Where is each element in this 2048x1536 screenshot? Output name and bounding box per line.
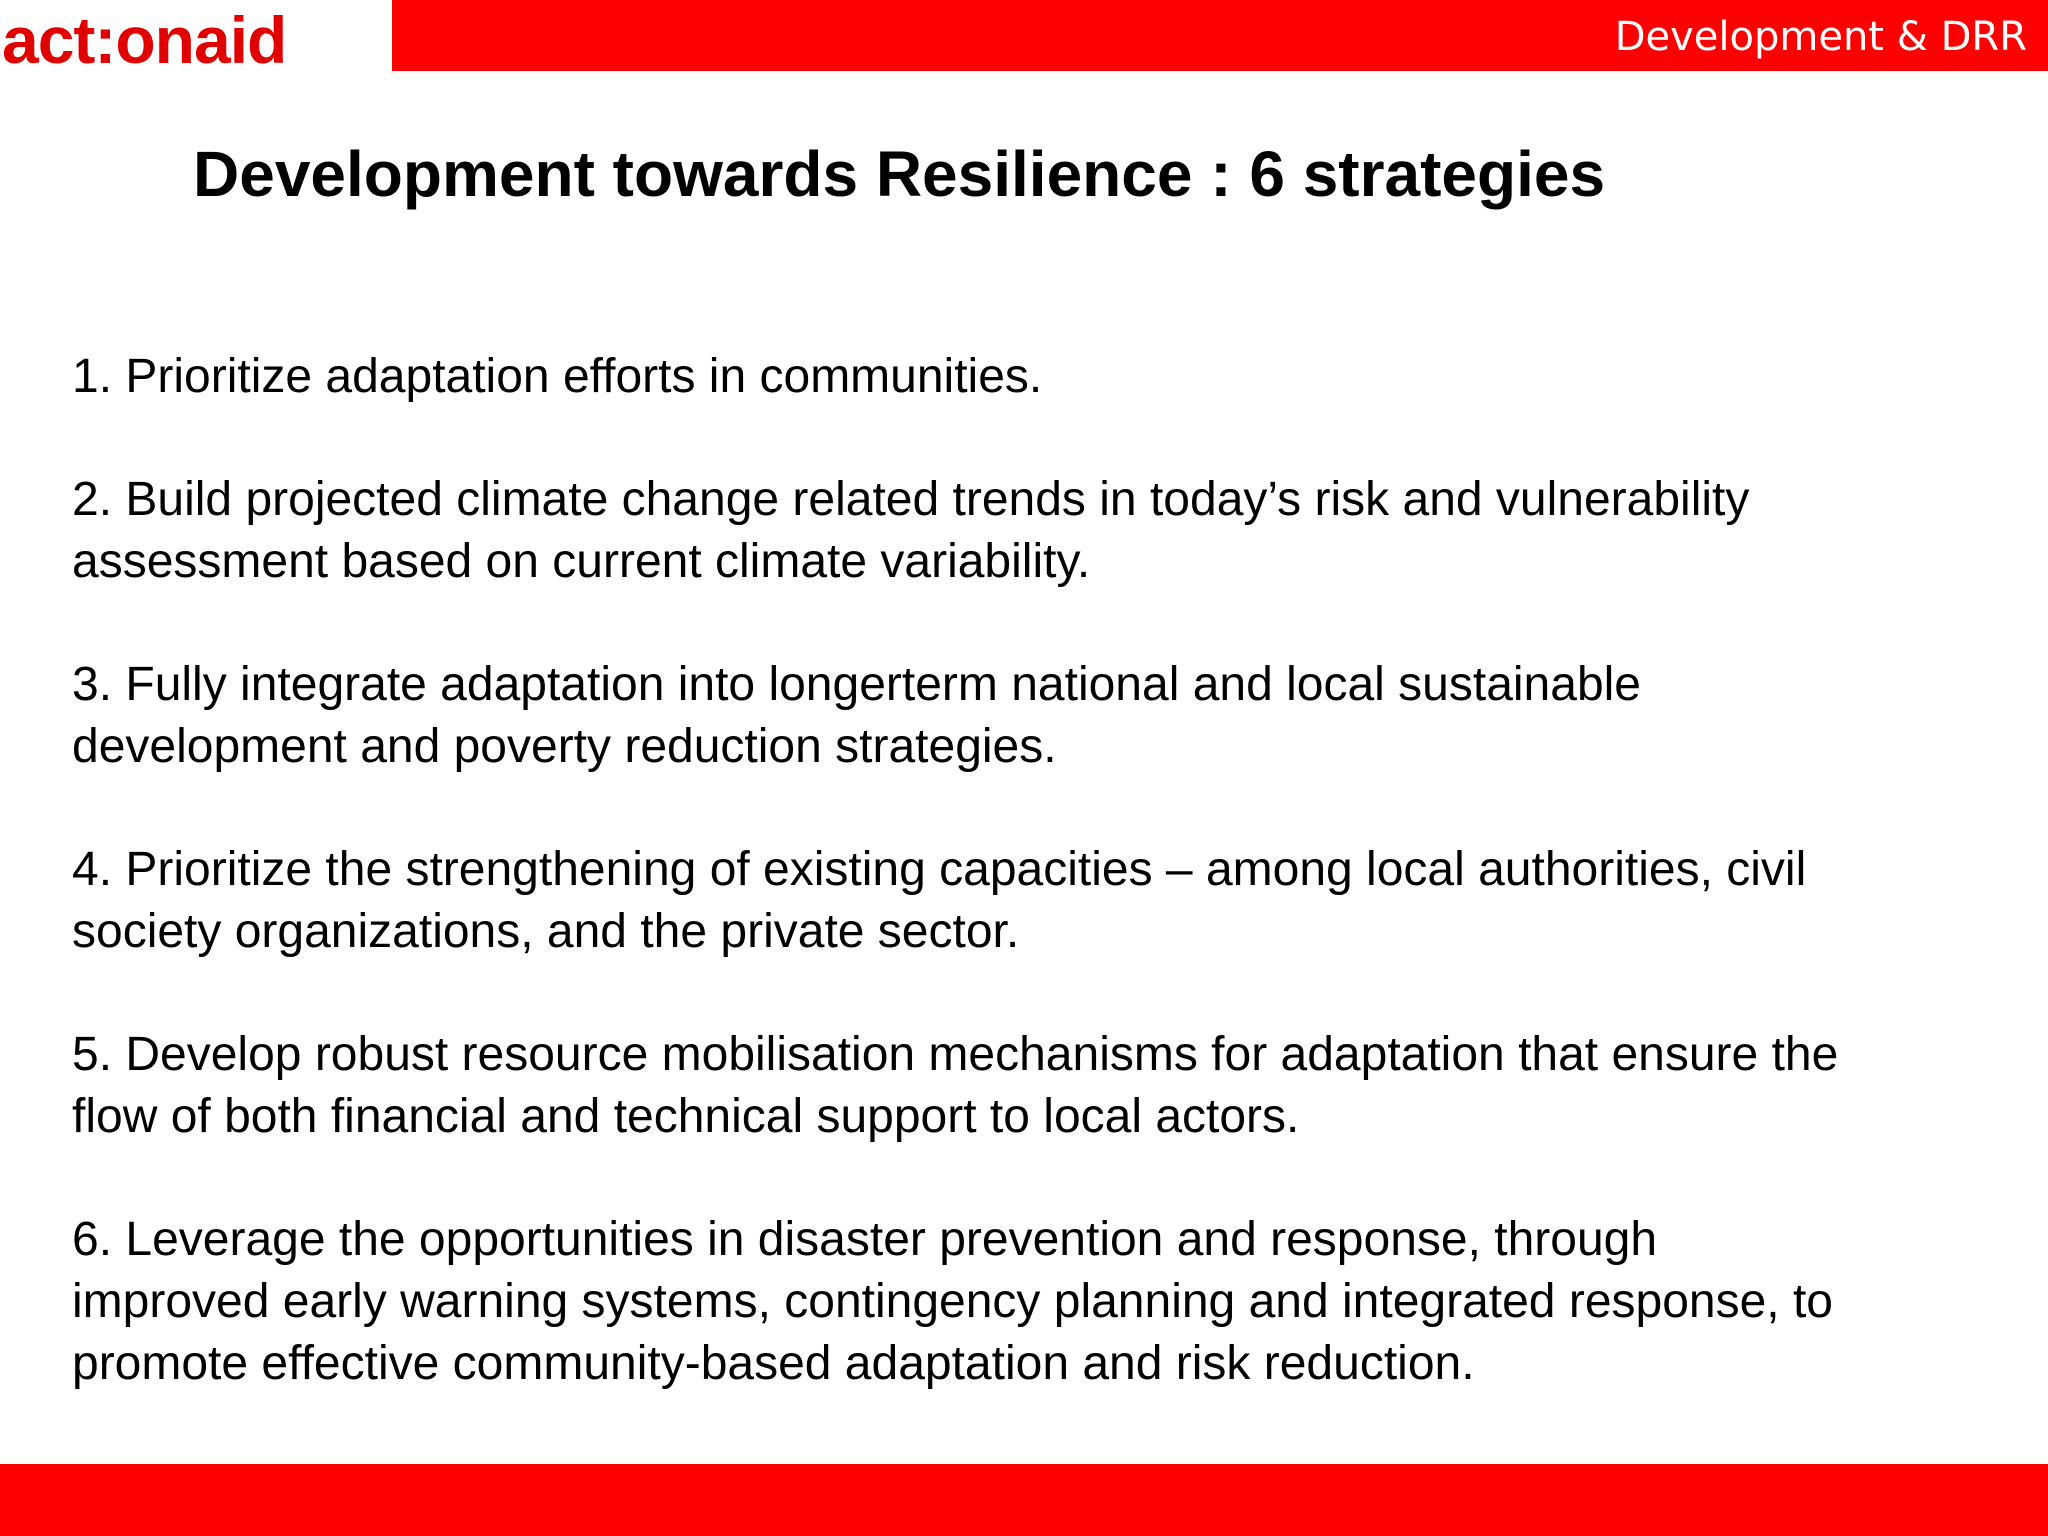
strategy-item-3 [72,654,1972,778]
strategy-line: 5. Develop robust resource mobilisation mechanisms for adaptation that ensure the [72,1028,1839,1081]
actionaid-logo [0,0,392,71]
footer-bar [0,1464,2048,1536]
slide-title: Development towards Resilience : 6 strategies [193,138,1606,210]
strategy-item-4 [72,839,1972,963]
strategy-line: flow of both financial and technical support to local actors. [72,1090,1300,1143]
header-section-label: Development & DRR [1614,14,2027,60]
strategy-line: development and poverty reduction strategies. [72,720,1057,773]
logo-text: act:onaid [2,3,287,71]
strategy-line: promote effective community-based adaptation and risk reduction. [72,1337,1475,1390]
strategy-line: improved early warning systems, contingency planning and integrated response, to [72,1275,1833,1328]
strategy-line: 6. Leverage the opportunities in disaster prevention and response, through [72,1213,1658,1266]
strategy-line: 3. Fully integrate adaptation into longerterm national and local sustainable [72,658,1641,711]
header-bar [0,0,2048,71]
strategy-line: 4. Prioritize the strengthening of existing capacities – among local authorities, civil [72,843,1807,896]
strategy-list [72,346,1972,1395]
strategy-item-6 [72,1209,1972,1395]
strategy-line: assessment based on current climate variability. [72,535,1091,588]
strategy-item-5 [72,1024,1972,1148]
strategy-line: 2. Build projected climate change related trends in today’s risk and vulnerability [72,473,1750,526]
strategy-item-1 [72,346,1972,408]
strategy-item-2 [72,469,1972,593]
strategy-line: society organizations, and the private sector. [72,905,1020,958]
strategy-line: 1. Prioritize adaptation efforts in communities. [72,350,1043,403]
